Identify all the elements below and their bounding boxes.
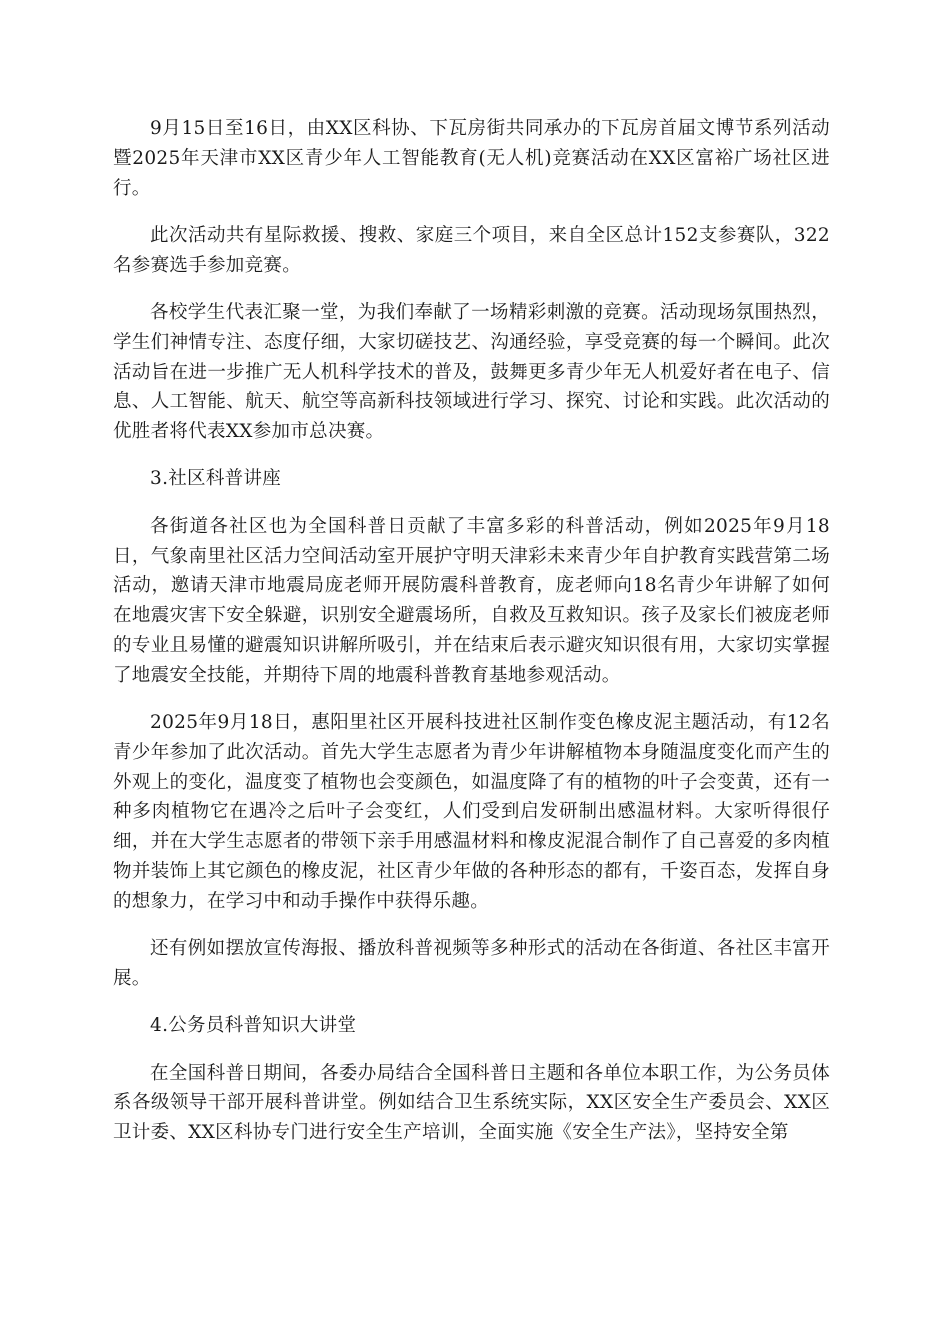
paragraph-competition-projects: 此次活动共有星际救援、搜救、家庭三个项目，来自全区总计152支参赛队，322名参赛选手参加竞赛。 [113, 224, 830, 276]
paragraph-earthquake-education: 各街道各社区也为全国科普日贡献了丰富多彩的科普活动，例如2025年9月18日，气象南里社区活力空间活动室开展护守明天津彩未来青少年自护教育实践营第二场活动，邀请天津市地震局庞老师开展防震科普教育，庞老师向18名青少年讲解了如何在地震灾害下安全躲避，识别安全避震场所，自救及互救知识。孩子及家长们被庞老师的专业且易懂的避震知识讲解所吸引，并在结束后表示避灾知识很有用，大家切实掌握了地震安全技能，并期待下周的地震科普教育基地参观活动。 [113, 515, 830, 686]
section-heading-civil-servant-lecture: 4.公务员科普知识大讲堂 [150, 1015, 357, 1037]
paragraph-competition-atmosphere: 各校学生代表汇聚一堂，为我们奉献了一场精彩刺激的竞赛。活动现场氛围热烈，学生们神情专注、态度仔细，大家切磋技艺、沟通经验，享受竞赛的每一个瞬间。此次活动旨在进一步推广无人机科学技术的普及，鼓舞更多青少年无人机爱好者在电子、信息、人工智能、航天、航空等高新科技领域进行学习、探究、讨论和实践。此次活动的优胜者将代表XX参加市总决赛。 [113, 301, 830, 443]
paragraph-other-activities: 还有例如摆放宣传海报、播放科普视频等多种形式的活动在各街道、各社区丰富开展。 [113, 938, 830, 989]
paragraph-drone-competition-intro: 9月15日至16日，由XX区科协、下瓦房街共同承办的下瓦房首届文博节系列活动暨2025年天津市XX区青少年人工智能教育(无人机)竞赛活动在XX区富裕广场社区进行。 [113, 118, 830, 199]
document-page [113, 114, 830, 1165]
paragraph-color-changing-clay: 2025年9月18日，惠阳里社区开展科技进社区制作变色橡皮泥主题活动，有12名青少年参加了此次活动。首先大学生志愿者为青少年讲解植物本身随温度变化而产生的外观上的变化，温度变了植物也会变颜色，如温度降了有的植物的叶子会变黄，还有一种多肉植物它在遇冷之后叶子会变红，人们受到启发研制出感温材料。大家听得很仔细，并在大学生志愿者的带领下亲手用感温材料和橡皮泥混合制作了自己喜爱的多肉植物并装饰上其它颜色的橡皮泥，社区青少年做的各种形态的都有，千姿百态，发挥自身的想象力，在学习中和动手操作中获得乐趣。 [113, 712, 830, 912]
paragraph-civil-servant-training: 在全国科普日期间，各委办局结合全国科普日主题和各单位本职工作，为公务员体系各级领导干部开展科普讲堂。例如结合卫生系统实际，XX区安全生产委员会、XX区卫计委、XX区科协专门进行安全生产培训，全面实施《安全生产法》，坚持安全第 [113, 1062, 830, 1144]
section-heading-community-lecture: 3.社区科普讲座 [150, 468, 282, 490]
